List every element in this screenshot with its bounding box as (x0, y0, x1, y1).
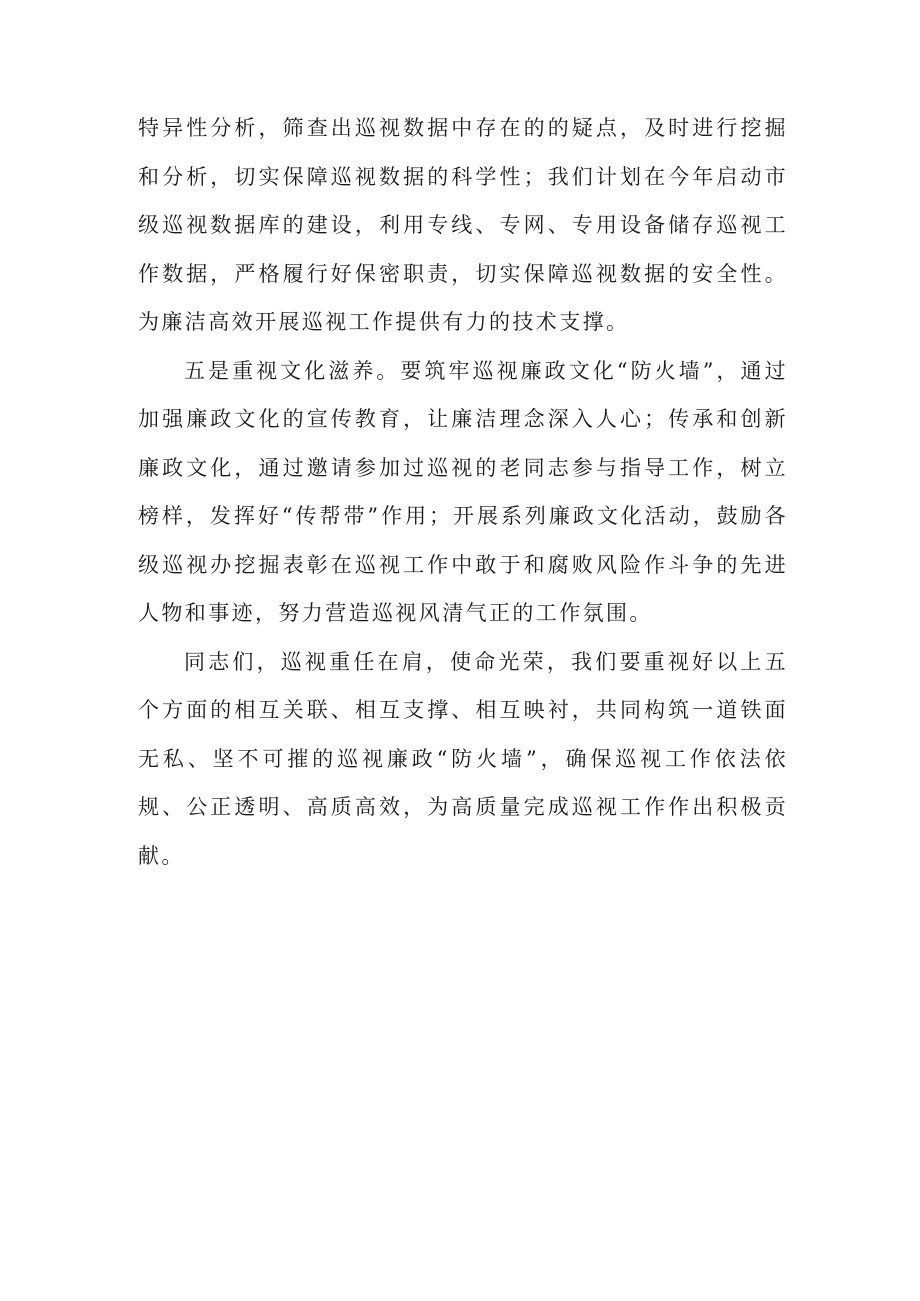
paragraph-continuation: 特异性分析，筛查出巡视数据中存在的的疑点，及时进行挖掘和分析，切实保障巡视数据的科学性；我们计划在今年启动市级巡视数据库的建设，利用专线、专网、专用设备储存巡视工作数据，严格履行好保密职责，切实保障巡视数据的安全性。为廉洁高效开展巡视工作提供有力的技术支撑。 (138, 116, 788, 334)
paragraph-conclusion: 同志们，巡视重任在肩，使命光荣，我们要重视好以上五个方面的相互关联、相互支撑、相互映衬，共同构筑一道铁面无私、坚不可摧的巡视廉政“防火墙”，确保巡视工作依法依规、公正透明、高质高效，为高质量完成巡视工作作出积极贡献。 (138, 649, 788, 868)
paragraph-culture: 五是重视文化滋养。要筑牢巡视廉政文化“防火墙”，通过加强廉政文化的宣传教育，让廉洁理念深入人心；传承和创新廉政文化，通过邀请参加过巡视的老同志参与指导工作，树立榜样，发挥好“传帮带”作用；开展系列廉政文化活动，鼓励各级巡视办挖掘表彰在巡视工作中敢于和腐败风险作斗争的先进人物和事迹，努力营造巡视风清气正的工作氛围。 (138, 358, 788, 625)
document-body (138, 104, 788, 880)
